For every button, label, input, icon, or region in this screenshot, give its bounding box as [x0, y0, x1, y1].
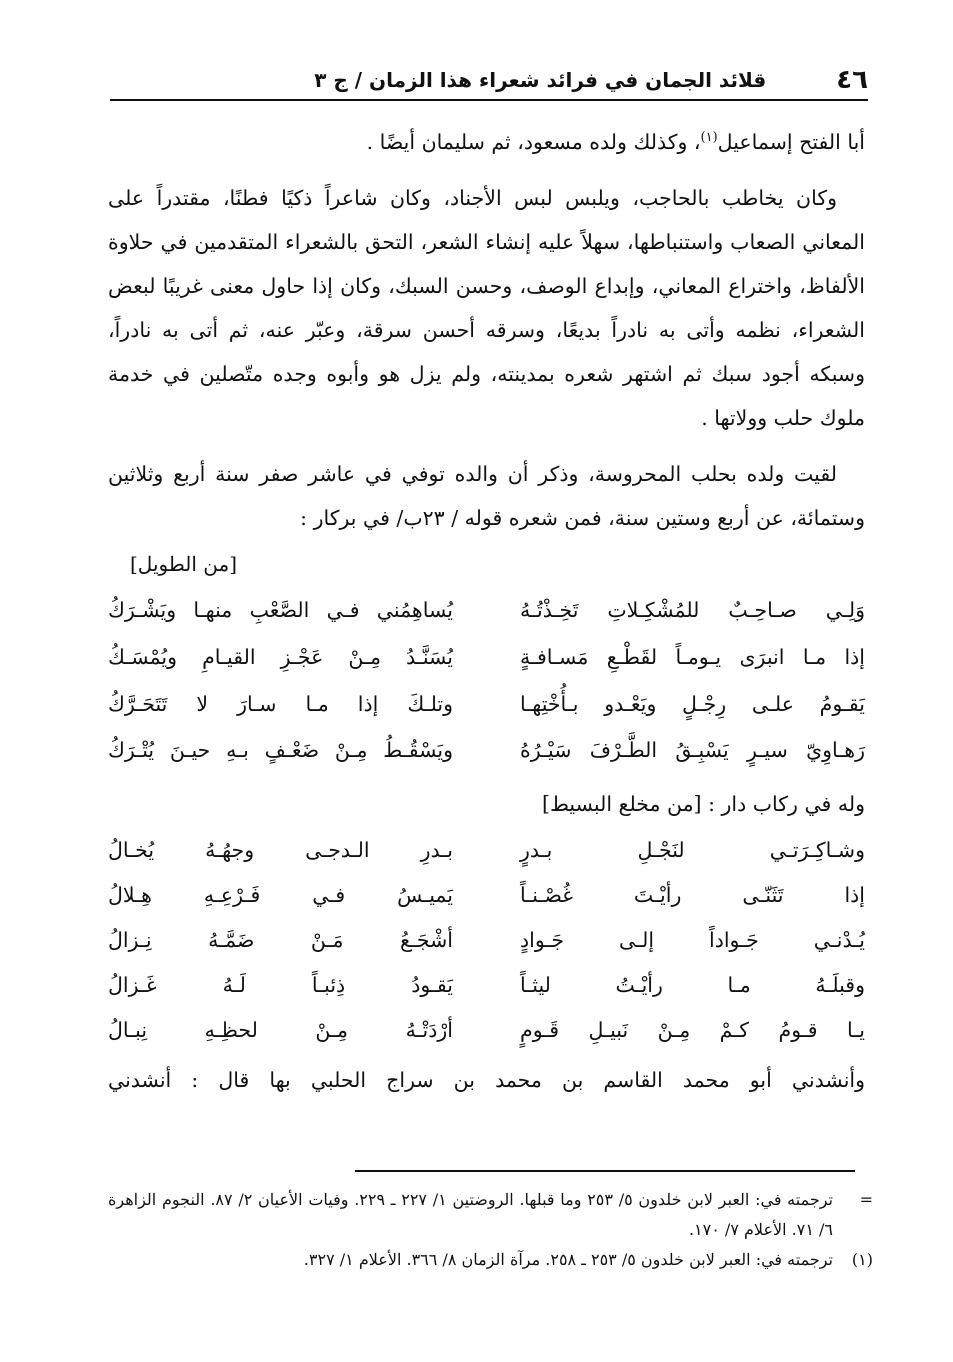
- footnote-text: ترجمته في: العبر لابن خلدون ٥/ ٢٥٣ وما قبلها. الروضتين ١/ ٢٢٧ ـ ٢٢٩. وفيات الأعيان ٢/ ٨٧. النجوم الزاهرة ٦/ ٧١. الأعلام ٧/ ١٧٠.: [108, 1190, 834, 1239]
- poem-2-verse: [108, 1008, 865, 1052]
- footnote-1: [108, 1245, 873, 1275]
- paragraph-3: لقيت ولده بحلب المحروسة، وذكر أن والده توفي في عاشر صفر سنة أربع وثلاثين وستمائة، عن أربع وستين سنة، فمن شعره قوله / ٢٣ب/ في بركار :: [108, 462, 865, 530]
- footnotes: [108, 1185, 873, 1275]
- poem-2-intro: وله في ركاب دار : [من مخلع البسيط]: [541, 792, 865, 816]
- footnote-rule: [355, 1170, 855, 1172]
- poem-1-verse: [108, 728, 865, 772]
- poem-1-verse: [108, 588, 865, 632]
- closing-line: وأنشدني أبو محمد القاسم بن محمد بن سراج الحلبي بها قال : أنشدني: [108, 1068, 865, 1092]
- verse-first-hemistich: يـا قـومُ كـمْ مِـنْ نَبيـلِ قَـومٍ: [520, 1018, 865, 1042]
- verse-second-hemistich: وتلـكَ إذا مـا سـارَ لا تَتَحَـرَّكُ: [108, 692, 453, 716]
- page-number: ٤٦: [836, 65, 868, 95]
- verse-first-hemistich: يُـدْنـي جَـواداً إلـى جَـوادٍ: [520, 928, 865, 952]
- header-rule: [110, 99, 868, 101]
- paragraph-2: وكان يخاطب بالحاجب، ويلبس لبس الأجناد، وكان شاعراً ذكيًا فطنًا، مقتدراً على المعاني الصعاب واستنباطها، سهلاً عليه إنشاء الشعر، التحق بالشعراء المتقدمين في حلاوة الألفاظ، واختراع المعاني، وإبداع الوصف، وحسن السبك، وكان إذا حاول معنى غريبًا لبعض الشعراء، نظمه وأتى به نادراً بديعًا، وسرقه أحسن سرقة، وعبّر عنه، ثم أتى به نادراً، وسبكه أجود سبك ثم اشتهر شعره بمدينته، ولم يزل هو وأبوه وجده متّصلين في خدمة ملوك حلب وولاتها .: [108, 186, 865, 430]
- poem-1-verse: [108, 682, 865, 726]
- paragraph-1-start: أبا الفتح إسماعيل: [717, 130, 865, 154]
- verse-second-hemistich: أرْدَتْـهُ مِـنْ لحظِـهِ نِبـالُ: [108, 1018, 453, 1042]
- footnote-mark: (١): [851, 1250, 873, 1269]
- verse-first-hemistich: إذا تَثَنّـى رأيْـتَ غُصْـنـاً: [520, 883, 865, 907]
- footnote-text: ترجمته في: العبر لابن خلدون ٥/ ٢٥٣ ـ ٢٥٨. مرآة الزمان ٨/ ٣٦٦. الأعلام ١/ ٣٢٧.: [303, 1250, 833, 1269]
- footnote-mark: =: [859, 1190, 873, 1209]
- verse-first-hemistich: إذا مـا انبرَى يـومـاً لقَطْـعِ مَسـافـةٍ: [520, 645, 865, 669]
- verse-first-hemistich: وقبلَـهُ مـا رأيْـتُ ليثـاً: [520, 973, 865, 997]
- footnote-reference-1: (١): [700, 130, 718, 146]
- poem-2-verse: [108, 873, 865, 917]
- verse-second-hemistich: يُسَنَّـدُ مِـنْ عَجْـزِ القيـامِ ويُمْسَـكُ: [108, 645, 453, 669]
- running-title: قلائد الجمان في فرائد شعراء هذا الزمان / ج ٣: [314, 68, 767, 92]
- paragraph-1: [108, 120, 865, 164]
- verse-first-hemistich: يَقـومُ علـى رِجْـلٍ ويَعْـدو بـأُخْتِهـا: [520, 692, 865, 716]
- verse-first-hemistich: وَلِـي صـاحِـبٌ للمُشْكِـلاتِ تَخِـذْتُـهُ: [520, 598, 865, 622]
- verse-second-hemistich: يَميـسُ فـي فَـرْعِـهِ هِـلالُ: [108, 883, 453, 907]
- poem-1-meter: [من الطويل]: [130, 552, 238, 576]
- poem-1-verse: [108, 635, 865, 679]
- verse-first-hemistich: رَهـاوِيّ سيـرٍ يَسْبِـقُ الطَّـرْفَ سَيْـرُهُ: [520, 738, 865, 762]
- poem-2-verse: [108, 828, 865, 872]
- footnote-continued: [108, 1185, 873, 1245]
- body-text: [108, 120, 865, 540]
- verse-second-hemistich: يُساهِمُني فـي الصَّعْبِ منهـا ويَشْـرَكُ: [108, 598, 453, 622]
- verse-second-hemistich: يَقـودُ ذِئبـاً لَـهُ غَـزالُ: [108, 973, 453, 997]
- verse-first-hemistich: وشـاكِـرَتـي لنَجْـلِ بـدرٍ: [520, 838, 865, 862]
- verse-second-hemistich: ويَسْقُـطُ مِـنْ ضَعْـفٍ بـهِ حيـنَ يُتْـرَكُ: [108, 738, 453, 762]
- poem-2-verse: [108, 963, 865, 1007]
- verse-second-hemistich: بـدرِ الـدجـى وجهُـهُ يُخـالُ: [108, 838, 453, 862]
- page-header: [110, 55, 868, 95]
- poem-2-verse: [108, 918, 865, 962]
- paragraph-1-end: ، وكذلك ولده مسعود، ثم سليمان أيضًا .: [366, 130, 701, 154]
- verse-second-hemistich: أشْجَـعُ مَـنْ ضَمَّـهُ نِـزالُ: [108, 928, 453, 952]
